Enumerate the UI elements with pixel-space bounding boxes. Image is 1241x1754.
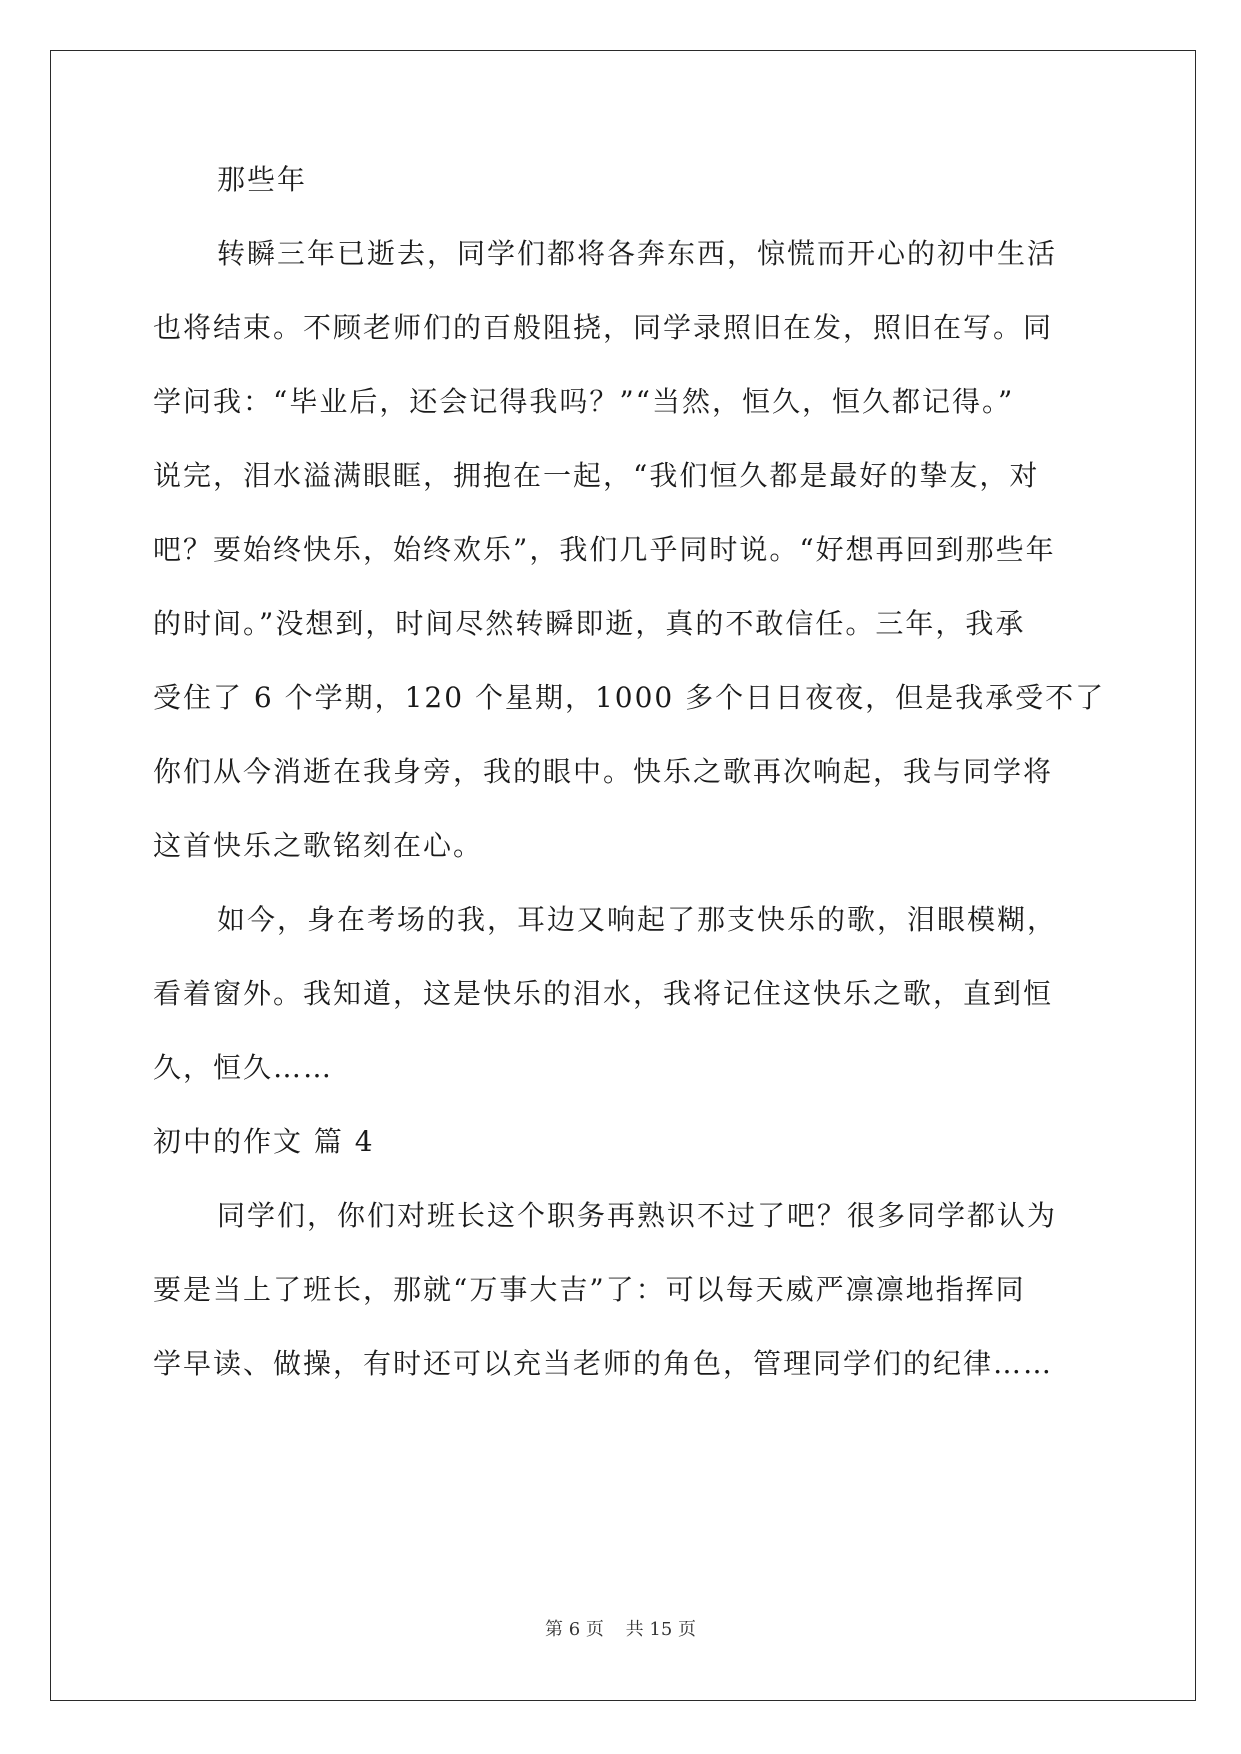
paragraph-line: 如今，身在考场的我，耳边又响起了那支快乐的歌，泪眼模糊， bbox=[217, 903, 1058, 936]
page-number: 第 6 页 bbox=[545, 1619, 604, 1640]
essay-title: 那些年 bbox=[217, 163, 308, 196]
paragraph-line: 的时间。”没想到，时间尽然转瞬即逝，真的不敢信任。三年，我承 bbox=[153, 607, 1026, 640]
paragraph-line: 同学们，你们对班长这个职务再熟识不过了吧？很多同学都认为 bbox=[217, 1199, 1058, 1232]
page-footer bbox=[0, 1615, 1241, 1641]
paragraph-line: 要是当上了班长，那就“万事大吉”了：可以每天威严凛凛地指挥同 bbox=[153, 1273, 1026, 1306]
paragraph-line: 吧？要始终快乐，始终欢乐”，我们几乎同时说。“好想再回到那些年 bbox=[153, 533, 1056, 566]
paragraph-line: 你们从今消逝在我身旁，我的眼中。快乐之歌再次响起，我与同学将 bbox=[153, 755, 1054, 788]
paragraph-line: 说完，泪水溢满眼眶，拥抱在一起，“我们恒久都是最好的挚友，对 bbox=[153, 459, 1040, 492]
page-border bbox=[50, 50, 1196, 1701]
paragraph-line: 久，恒久…… bbox=[153, 1051, 334, 1084]
paragraph-line: 学问我：“毕业后，还会记得我吗？”“当然，恒久，恒久都记得。” bbox=[153, 385, 1015, 418]
paragraph-line: 这首快乐之歌铭刻在心。 bbox=[153, 829, 484, 862]
paragraph-line: 也将结束。不顾老师们的百般阻挠，同学录照旧在发，照旧在写。同 bbox=[153, 311, 1054, 344]
paragraph-line: 学早读、做操，有时还可以充当老师的角色，管理同学们的纪律…… bbox=[153, 1347, 1054, 1380]
paragraph-line: 看着窗外。我知道，这是快乐的泪水，我将记住这快乐之歌，直到恒 bbox=[153, 977, 1054, 1010]
paragraph-line: 转瞬三年已逝去，同学们都将各奔东西，惊慌而开心的初中生活 bbox=[217, 237, 1058, 270]
section-heading: 初中的作文 篇 4 bbox=[153, 1125, 375, 1158]
paragraph-line: 受住了 6 个学期，120 个星期，1000 多个日日夜夜，但是我承受不了 bbox=[153, 681, 1106, 714]
page-total: 共 15 页 bbox=[625, 1619, 696, 1640]
